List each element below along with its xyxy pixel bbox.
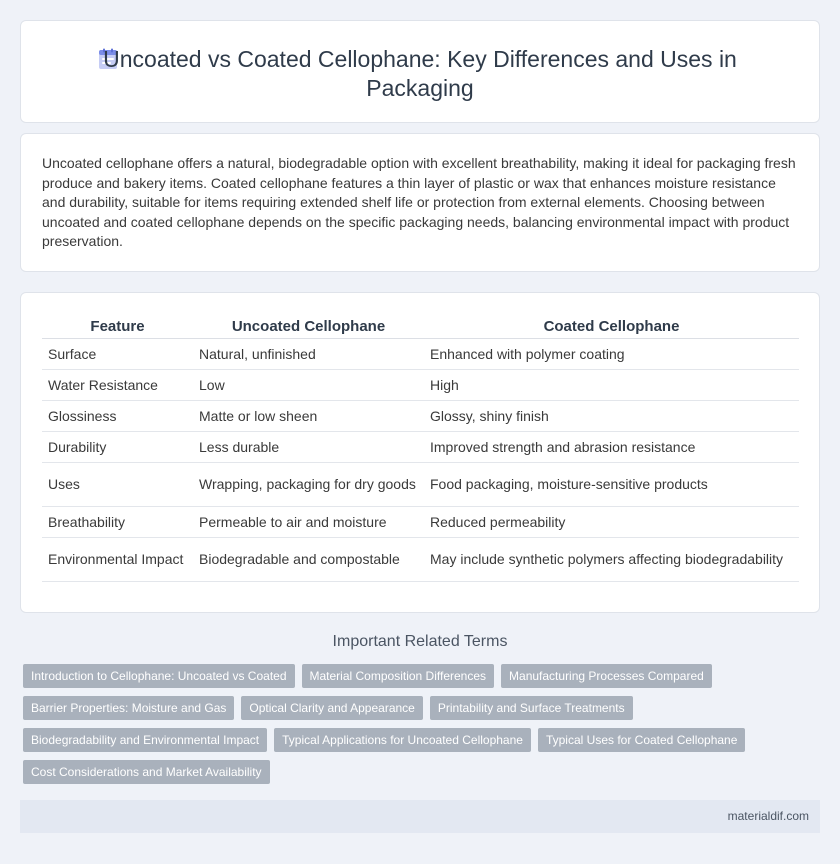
table-cell: Low xyxy=(193,369,424,400)
related-term-tag[interactable]: Typical Uses for Coated Cellophane xyxy=(538,728,745,752)
related-term-tag[interactable]: Typical Applications for Uncoated Cellophane xyxy=(274,728,531,752)
table-cell: Uses xyxy=(42,462,193,506)
table-cell: May include synthetic polymers affecting biodegradability xyxy=(424,537,799,581)
table-cell: Glossiness xyxy=(42,400,193,431)
table-cell: Wrapping, packaging for dry goods xyxy=(193,462,424,506)
table-cell: Environmental Impact xyxy=(42,537,193,581)
table-row xyxy=(42,462,799,506)
related-term-tag[interactable]: Printability and Surface Treatments xyxy=(430,696,633,720)
table-cell: Water Resistance xyxy=(42,369,193,400)
related-term-tag[interactable]: Manufacturing Processes Compared xyxy=(501,664,712,688)
header-card xyxy=(20,20,820,123)
comparison-table xyxy=(42,316,799,582)
table-cell: Permeable to air and moisture xyxy=(193,506,424,537)
table-cell: Breathability xyxy=(42,506,193,537)
footer xyxy=(20,800,820,833)
intro-card xyxy=(20,133,820,272)
table-header-feature: Feature xyxy=(42,316,193,338)
table-cell: Enhanced with polymer coating xyxy=(424,338,799,369)
table-cell: Improved strength and abrasion resistance xyxy=(424,431,799,462)
table-row xyxy=(42,537,799,581)
table-row xyxy=(42,400,799,431)
table-cell: Natural, unfinished xyxy=(193,338,424,369)
table-row xyxy=(42,506,799,537)
table-row xyxy=(42,338,799,369)
table-cell: Biodegradable and compostable xyxy=(193,537,424,581)
table-cell: Less durable xyxy=(193,431,424,462)
intro-paragraph: Uncoated cellophane offers a natural, biodegradable option with excellent breathability, making it ideal for packaging fresh produce and bakery items. Coated cellophane features a thin layer of plastic or wax that enhances moisture resistance and durability, suitable for items requiring extended shelf life or protection from external elements. Choosing between uncoated and coated cellophane depends on the specific packaging needs, balancing environmental impact with product preservation. xyxy=(42,155,796,249)
table-cell: Durability xyxy=(42,431,193,462)
table-cell: Surface xyxy=(42,338,193,369)
related-term-tag[interactable]: Biodegradability and Environmental Impact xyxy=(23,728,267,752)
table-header-coated: Coated Cellophane xyxy=(424,316,799,338)
related-term-tag[interactable]: Material Composition Differences xyxy=(302,664,495,688)
related-term-tag[interactable]: Introduction to Cellophane: Uncoated vs Coated xyxy=(23,664,295,688)
table-cell: Food packaging, moisture-sensitive products xyxy=(424,462,799,506)
comparison-card xyxy=(20,292,820,613)
page-title: Uncoated vs Coated Cellophane: Key Differences and Uses in Packaging xyxy=(103,46,737,101)
table-row xyxy=(42,431,799,462)
related-terms-title: Important Related Terms xyxy=(332,633,508,650)
related-term-tag[interactable]: Barrier Properties: Moisture and Gas xyxy=(23,696,234,720)
table-cell: Matte or low sheen xyxy=(193,400,424,431)
related-term-tag[interactable]: Optical Clarity and Appearance xyxy=(241,696,422,720)
table-row xyxy=(42,369,799,400)
table-header-uncoated: Uncoated Cellophane xyxy=(193,316,424,338)
related-terms-tags xyxy=(23,664,753,784)
related-term-tag[interactable]: Cost Considerations and Market Availability xyxy=(23,760,270,784)
table-cell: Reduced permeability xyxy=(424,506,799,537)
footer-site-link[interactable]: materialdif.com xyxy=(727,809,809,823)
table-cell: Glossy, shiny finish xyxy=(424,400,799,431)
table-cell: High xyxy=(424,369,799,400)
